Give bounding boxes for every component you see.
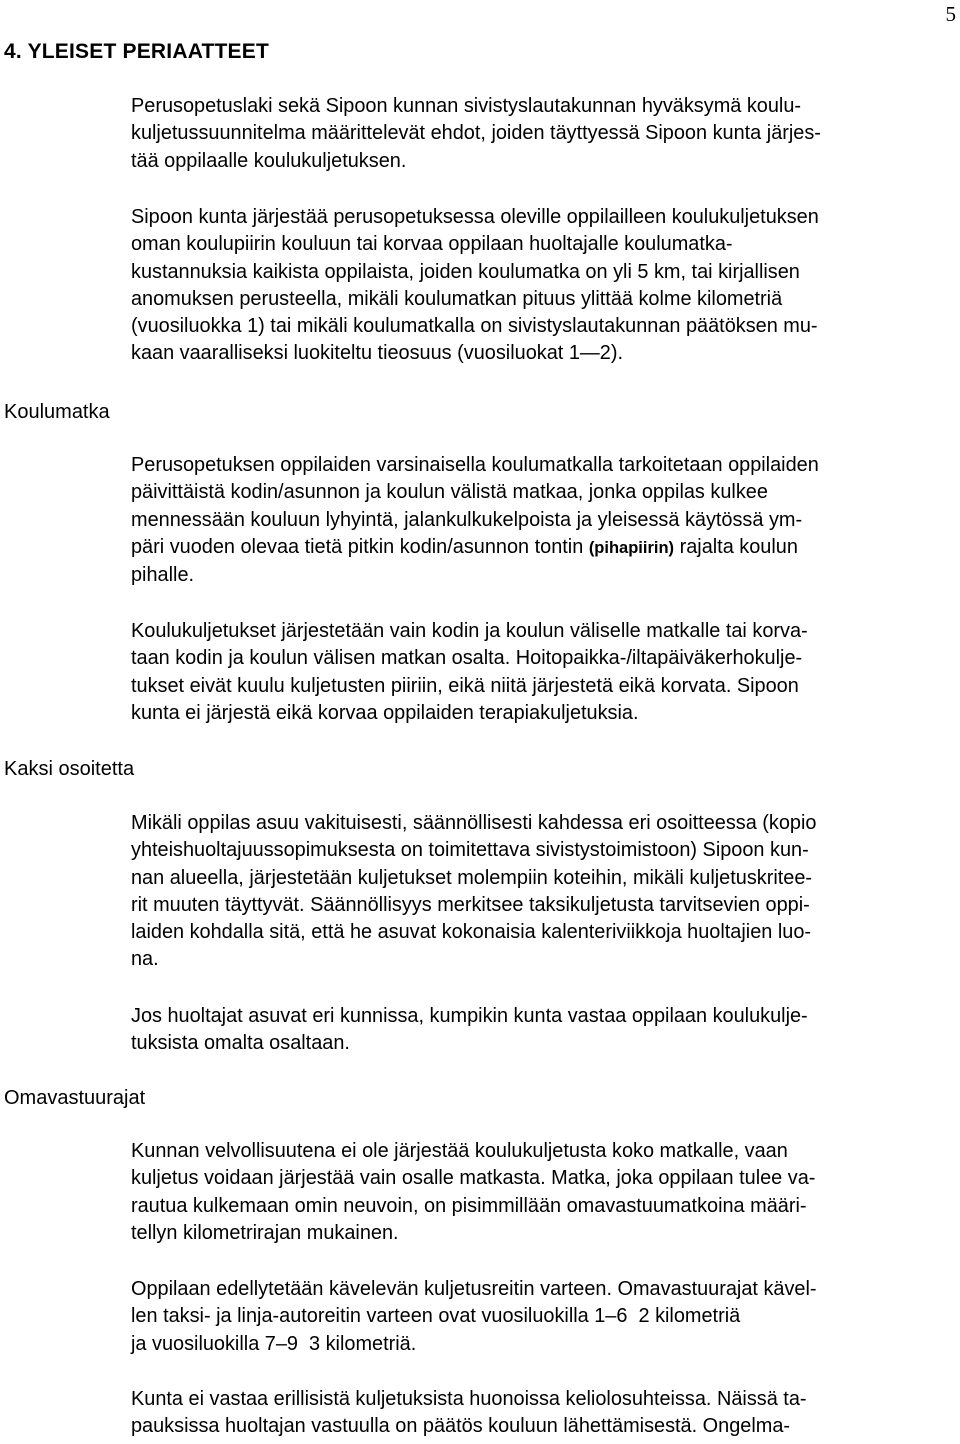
paragraph-transport-conditions: Sipoon kunta järjestää perusopetuksessa oleville oppilailleen koulukuljetuksen oman koulupiirin kouluun tai korvaa oppilaan huoltajalle koulumatka- kustannuksia kaikista oppilaista, joiden koulumatka on yli 5 km, tai kirjallisen anomuksen perusteella, mikäli koulumatkan pituus ylittää kolme kilometriä (vuosiluokka 1) tai mikäli koulumatkalla on sivistyslautakunnan päätöksen mu- kaan vaaralliseksi luokiteltu tieosuus (vuosiluokat 1—2). (131, 206, 819, 365)
paragraph-legal-basis: Perusopetuslaki sekä Sipoon kunnan sivistyslautakunnan hyväksymä koulu- kuljetussuunnitelma määrittelevät ehdot, joiden täyttyessä Sipoon kunta järjes- tää oppilaalle koulukuljetuksen. (131, 95, 821, 172)
section-heading: 4. YLEISET PERIAATTEET (4, 40, 270, 63)
side-label-omavastuurajat: Omavastuurajat (4, 1087, 146, 1109)
side-label-kaksi-osoitetta: Kaksi osoitetta (4, 758, 135, 780)
paragraph-walking-limits: Oppilaan edellytetään kävelevän kuljetusreitin varteen. Omavastuurajat kävel- len taksi- ja linja-autoreitin varteen ovat vuosiluokilla 1–6 2 kilometriä ja vuosiluokilla 7–9 3 kilometriä. (131, 1278, 817, 1355)
paragraph-text: rajalta koulun pihalle. (131, 535, 798, 587)
paragraph-emphasis: (pihapiirin) (588, 538, 675, 557)
page-number: 5 (945, 2, 956, 26)
paragraph-partial-transport: Kunnan velvollisuutena ei ole järjestää koulukuljetusta koko matkalle, vaan kuljetus voidaan järjestää vain osalle matkasta. Matka, joka oppilaan tulee va- rautua kulkemaan omin neuvoin, on pisimmillään omavastuumatkoina määri- tellyn kilometrirajan mukainen. (131, 1140, 816, 1244)
paragraph-different-municipalities: Jos huoltajat asuvat eri kunnissa, kumpikin kunta vastaa oppilaan koulukulje- tuksista omalta osaltaan. (131, 1005, 808, 1055)
paragraph-school-trip-definition (131, 452, 960, 589)
paragraph-text: Perusopetuksen oppilaiden varsinaisella koulumatkalla tarkoitetaan oppilaiden päivittäistä kodin/asunnon ja koulun välistä matkaa, jonka oppilas kulkee mennessään kouluun lyhyintä, jalankulkukelpoista ja yleisessä käytössä ym- päri vuoden olevaa tietä pitkin kodin/asunnon tontin (131, 454, 819, 558)
paragraph-weather-conditions: Kunta ei vastaa erillisistä kuljetuksista huonoissa keliolosuhteissa. Näissä ta- pauksissa huoltajan vastuulla on päätös kouluun lähettämisestä. Ongelma- (131, 1388, 807, 1438)
side-label-koulumatka: Koulumatka (4, 401, 110, 423)
paragraph-two-addresses: Mikäli oppilas asuu vakituisesti, säännöllisesti kahdessa eri osoitteessa (kopio yhteishuoltajuussopimuksesta on toimitettava sivistystoimistoon) Sipoon kun- nan alueella, järjestetään kuljetukset molempiin koteihin, mikäli kuljetuskritee- rit muuten täyttyvät. Säännöllisyys merkitsee taksikuljetusta tarvitsevien oppi- laiden kohdalla sitä, että he asuvat kokonaisia kalenteriviikkoja huoltajien luo- na. (131, 812, 817, 971)
paragraph-trip-scope: Koulukuljetukset järjestetään vain kodin ja koulun väliselle matkalle tai korva- taan kodin ja koulun välisen matkan osalta. Hoitopaikka-/iltapäiväkerhokulje- tukset eivät kuulu kuljetusten piiriin, eikä niitä järjestetä eikä korvata. Sipoon kunta ei järjestä eikä korvaa oppilaiden terapiakuljetuksia. (131, 620, 808, 724)
